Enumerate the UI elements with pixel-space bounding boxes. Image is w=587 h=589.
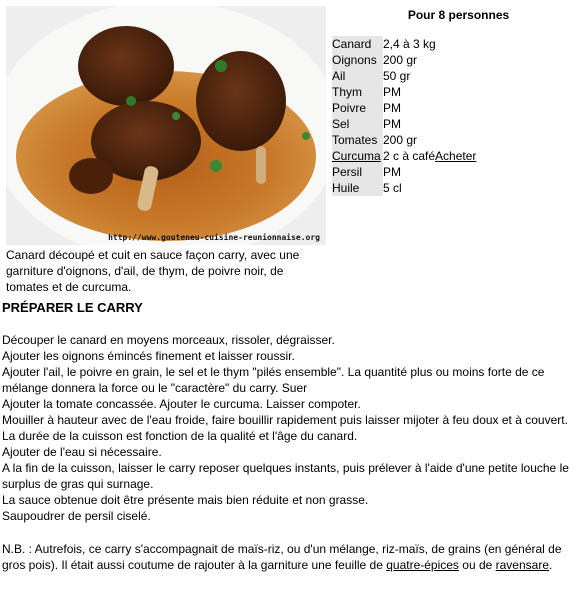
ingredient-name: Persil [332,164,383,180]
ingredient-row [332,132,476,148]
photo-watermark-url: http://www.gouteneu-cuisine-reunionnaise.org [108,233,320,242]
ingredient-quantity [383,132,476,148]
ingredient-name: Poivre [332,100,383,116]
ingredient-quantity [383,164,476,180]
ingredient-row [332,84,476,100]
ingredient-row [332,180,476,196]
ingredient-quantity [383,68,476,84]
ingredient-name: Canard [332,36,383,52]
buy-link[interactable]: Acheter [435,149,477,163]
ravensare-link[interactable]: ravensare [495,558,550,572]
ingredient-name[interactable] [332,148,383,164]
ingredient-row [332,52,476,68]
ingredient-quantity [383,84,476,100]
ingredient-name: Ail [332,68,383,84]
ingredient-name: Oignons [332,52,383,68]
ingredient-name-link[interactable]: Curcuma [332,149,381,163]
step-line: Découper le canard en moyens morceaux, rissoler, dégraisser. [2,333,335,347]
step-line: Mouiller à hauteur avec de l'eau froide, faire bouillir rapidement puis laisser mijoter à feu doux et à couvert. La durée de la cuisson est fonction de la qualité et l'âge du canard. [2,413,568,443]
ingredient-row [332,116,476,132]
ingredient-name: Huile [332,180,383,196]
step-line: Ajouter l'ail, le poivre en grain, le sel et le thym "pilés ensemble". La quantité plus ou moins forte de ce mélange donnera la force ou le "caractère" du carry. Suer [2,365,545,395]
note-text-middle: ou de [458,558,496,572]
ingredient-quantity-text: 2,4 à 3 kg [383,37,436,51]
section-heading: PRÉPARER LE CARRY [2,300,143,315]
step-line: La sauce obtenue doit être présente mais bien réduite et non grasse. [2,493,369,507]
ingredient-quantity-text: PM [383,117,401,131]
ingredient-quantity [383,36,476,52]
ingredient-quantity-text: 200 gr [383,133,418,147]
ingredient-quantity [383,100,476,116]
ingredient-row [332,68,476,84]
ingredient-quantity-text: 5 cl [383,181,402,195]
ingredient-quantity [383,116,476,132]
ingredient-row [332,36,476,52]
ingredient-row [332,100,476,116]
ingredient-name: Thym [332,84,383,100]
note-text-end: . [549,558,553,572]
ingredient-quantity-text: 50 gr [383,69,411,83]
step-line: Ajouter la tomate concassée. Ajouter le curcuma. Laisser compoter. [2,397,361,411]
ingredient-name: Sel [332,116,383,132]
recipe-photo [6,6,326,245]
ingredient-row [332,148,476,164]
step-line: Ajouter les oignons émincés finement et laisser roussir. [2,349,295,363]
ingredient-quantity-text: 2 c à café [383,149,436,163]
step-line: A la fin de la cuisson, laisser le carry reposer quelques instants, puis prélever à l'aide d'une petite louche le surplus de gras qui surnage. [2,461,569,491]
step-line: Ajouter de l'eau si nécessaire. [2,445,162,459]
ingredient-quantity [383,148,476,164]
ingredient-quantity-text: PM [383,85,401,99]
note-text: N.B. : Autrefois, ce carry s'accompagnait de maïs-riz, ou d'un mélange, riz-maïs, de grains (en général de gros pois). Il était aussi coutume de rajouter à la garniture une feuille de [2,542,562,572]
quatre-epices-link[interactable]: quatre-épices [386,558,459,572]
ingredient-quantity-text: 200 gr [383,53,418,67]
step-line: Saupoudrer de persil ciselé. [2,509,151,523]
ingredients-table [332,36,476,196]
ingredient-name: Tomates [332,132,383,148]
ingredient-quantity-text: PM [383,101,401,115]
ingredient-row [332,164,476,180]
ingredient-quantity [383,180,476,196]
duck-carry-image [6,6,326,245]
ingredient-quantity-text: PM [383,165,401,179]
note-paragraph [2,541,584,573]
photo-caption: Canard découpé et cuit en sauce façon carry, avec une garniture d'oignons, d'ail, de thym, de poivre noir, de tomates et de curcuma. [6,248,300,294]
ingredient-quantity [383,52,476,68]
preparation-steps [2,332,584,524]
servings-title: Pour 8 personnes [407,8,510,22]
